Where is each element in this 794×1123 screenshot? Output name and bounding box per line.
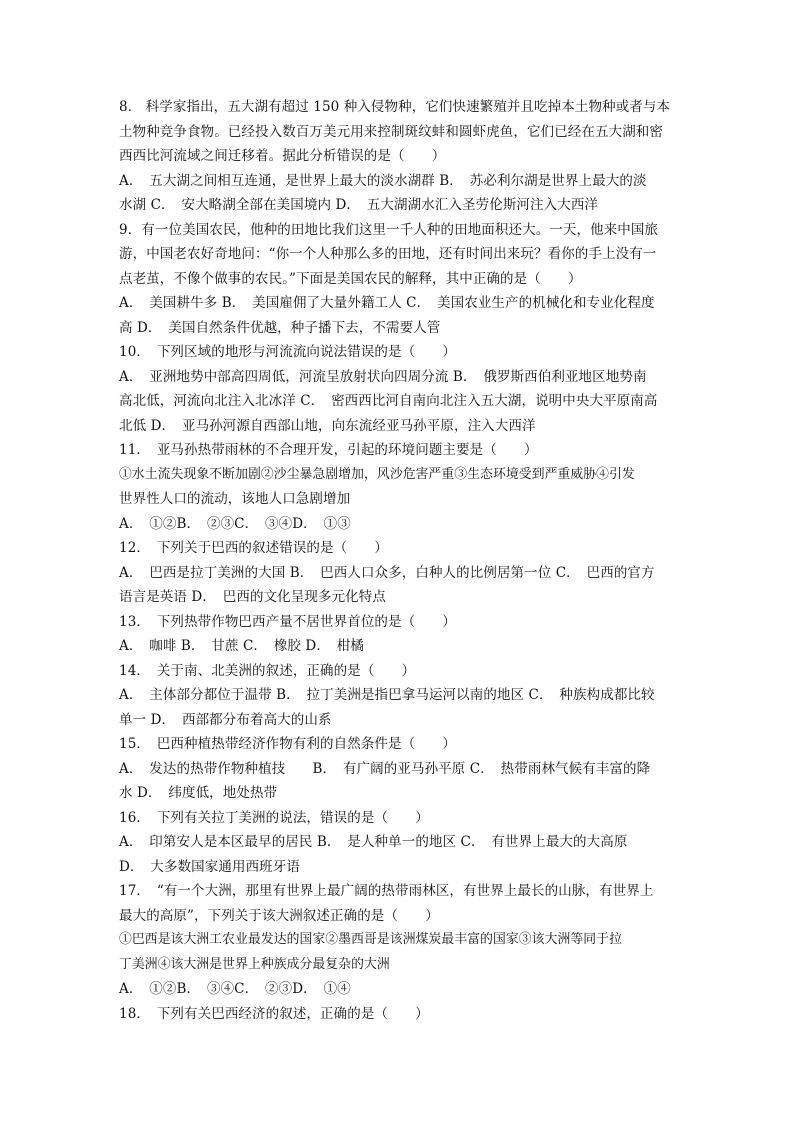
text-line: 13． 下列热带作物巴西产量不居世界首位的是（ ） xyxy=(119,613,457,630)
text-line: 点老茧，不像个做事的农民。”下面是美国农民的解释，其中正确的是（ ） xyxy=(119,270,582,287)
text-line: 水 D． 纬度低，地处热带 xyxy=(119,785,278,801)
text-line: 15． 巴西种植热带经济作物有利的自然条件是（ ） xyxy=(119,736,457,752)
text-line: 11． 亚马孙热带雨林的不合理开发，引起的环境问题主要是（ ） xyxy=(119,442,538,458)
text-line: 西西比河流域之间迁移着。据此分析错误的是（ ） xyxy=(119,148,446,164)
text-line: 高 D． 美国自然条件优越，种子播下去，不需要人管 xyxy=(119,319,441,336)
text-line: 17． “有一个大洲，那里有世界上最广阔的热带雨林区，有世界上最长的山脉，有世界上 xyxy=(119,883,654,899)
text-line: 最大的高原”，下列关于该大洲叙述正确的是（ ） xyxy=(119,907,439,924)
text-line: A． 主体部分都位于温带 B． 拉丁美洲是指巴拿马运河以南的地区 C． 种族构成都比较 xyxy=(119,687,655,703)
text-line: 9．有一位美国农民，他种的田地比我们这里一千人种的田地面积还大。一天，他来中国旅 xyxy=(119,221,659,238)
text-line: ①巴西是该大洲工农业最发达的国家②墨西哥是该洲煤炭最丰富的国家③该大洲等同于拉 xyxy=(119,932,622,947)
text-line: 语言是英语 D． 巴西的文化呈现多元化特点 xyxy=(119,589,386,605)
text-line: 高北低，河流向北注入北冰洋 C． 密西西比河自南向北注入五大湖，说明中央大平原南高 xyxy=(119,393,658,409)
text-line: A． 印第安人是本区最早的居民 B． 是人种单一的地区 C． 有世界上最大的大高原 xyxy=(119,834,628,850)
text-line: D． 大多数国家通用西班牙语 xyxy=(119,858,300,875)
text-line: 8． 科学家指出，五大湖有超过 150 种入侵物种，它们快速繁殖并且吃掉本土物种或者与本 xyxy=(119,99,671,115)
text-line: 14． 关于南、北美洲的叙述，正确的是（ ） xyxy=(119,662,416,679)
text-line: A． 巴西是拉丁美洲的大国 B． 巴西人口众多，白种人的比例居第一位 C． 巴西的官方 xyxy=(119,564,655,581)
text-line: A． 美国耕牛多 B． 美国雇佣了大量外籍工人 C． 美国农业生产的机械化和专业化程度 xyxy=(119,295,655,311)
text-line: 10． 下列区域的地形与河流流向说法错误的是（ ） xyxy=(119,344,457,360)
text-line: 16． 下列有关拉丁美洲的说法，错误的是（ ） xyxy=(119,809,429,826)
text-line: A． 亚洲地势中部高四周低，河流呈放射状向四周分流 B． 俄罗斯西伯利亚地区地势南 xyxy=(119,368,647,385)
text-line: 北低 D． 亚马孙河源自西部山地，向东流经亚马孙平原，注入大西洋 xyxy=(119,417,536,434)
text-line: 水湖 C． 安大略湖全部在美国境内 D． 五大湖湖水汇入圣劳伦斯河注入大西洋 xyxy=(119,197,599,213)
text-line: A． 发达的热带作物种植技 B． 有广阔的亚马孙平原 C． 热带雨林气候有丰富的降 xyxy=(119,760,651,777)
text-line: A． 五大湖之间相互连通，是世界上最大的淡水湖群 B． 苏必利尔湖是世界上最大的淡 xyxy=(119,172,647,189)
text-line: 丁美洲④该大洲是世界上种族成分最复杂的大洲 xyxy=(119,956,390,972)
text-line: A． ①②B． ②③C． ③④D． ①③ xyxy=(119,515,351,532)
text-line: A． 咖啡 B． 甘蔗 C． 橡胶 D． 柑橘 xyxy=(119,638,364,654)
text-line: ①水土流失现象不断加剧②沙尘暴急剧增加，风沙危害严重③生态环境受到严重威胁④引发 xyxy=(119,466,635,482)
text-line: 游，中国老农好奇地问：“你一个人种那么多的田地，还有时间出来玩？看你的手上没有一 xyxy=(119,246,657,262)
text-line: 18． 下列有关巴西经济的叙述，正确的是（ ） xyxy=(119,1005,429,1022)
text-line: 12． 下列关于巴西的叙述错误的是（ ） xyxy=(119,540,389,556)
text-line: 土物种竞争食物。已经投入数百万美元用来控制斑纹蚌和圆虾虎鱼，它们已经在五大湖和密 xyxy=(119,123,663,140)
text-line: 世界性人口的流动，该地人口急剧增加 xyxy=(119,491,351,507)
text-line: 单一 D． 西部都分布着高大的山系 xyxy=(119,711,332,728)
text-line: A． ①②B． ③④C． ②③D． ①④ xyxy=(119,981,351,997)
document-body xyxy=(119,95,679,1026)
